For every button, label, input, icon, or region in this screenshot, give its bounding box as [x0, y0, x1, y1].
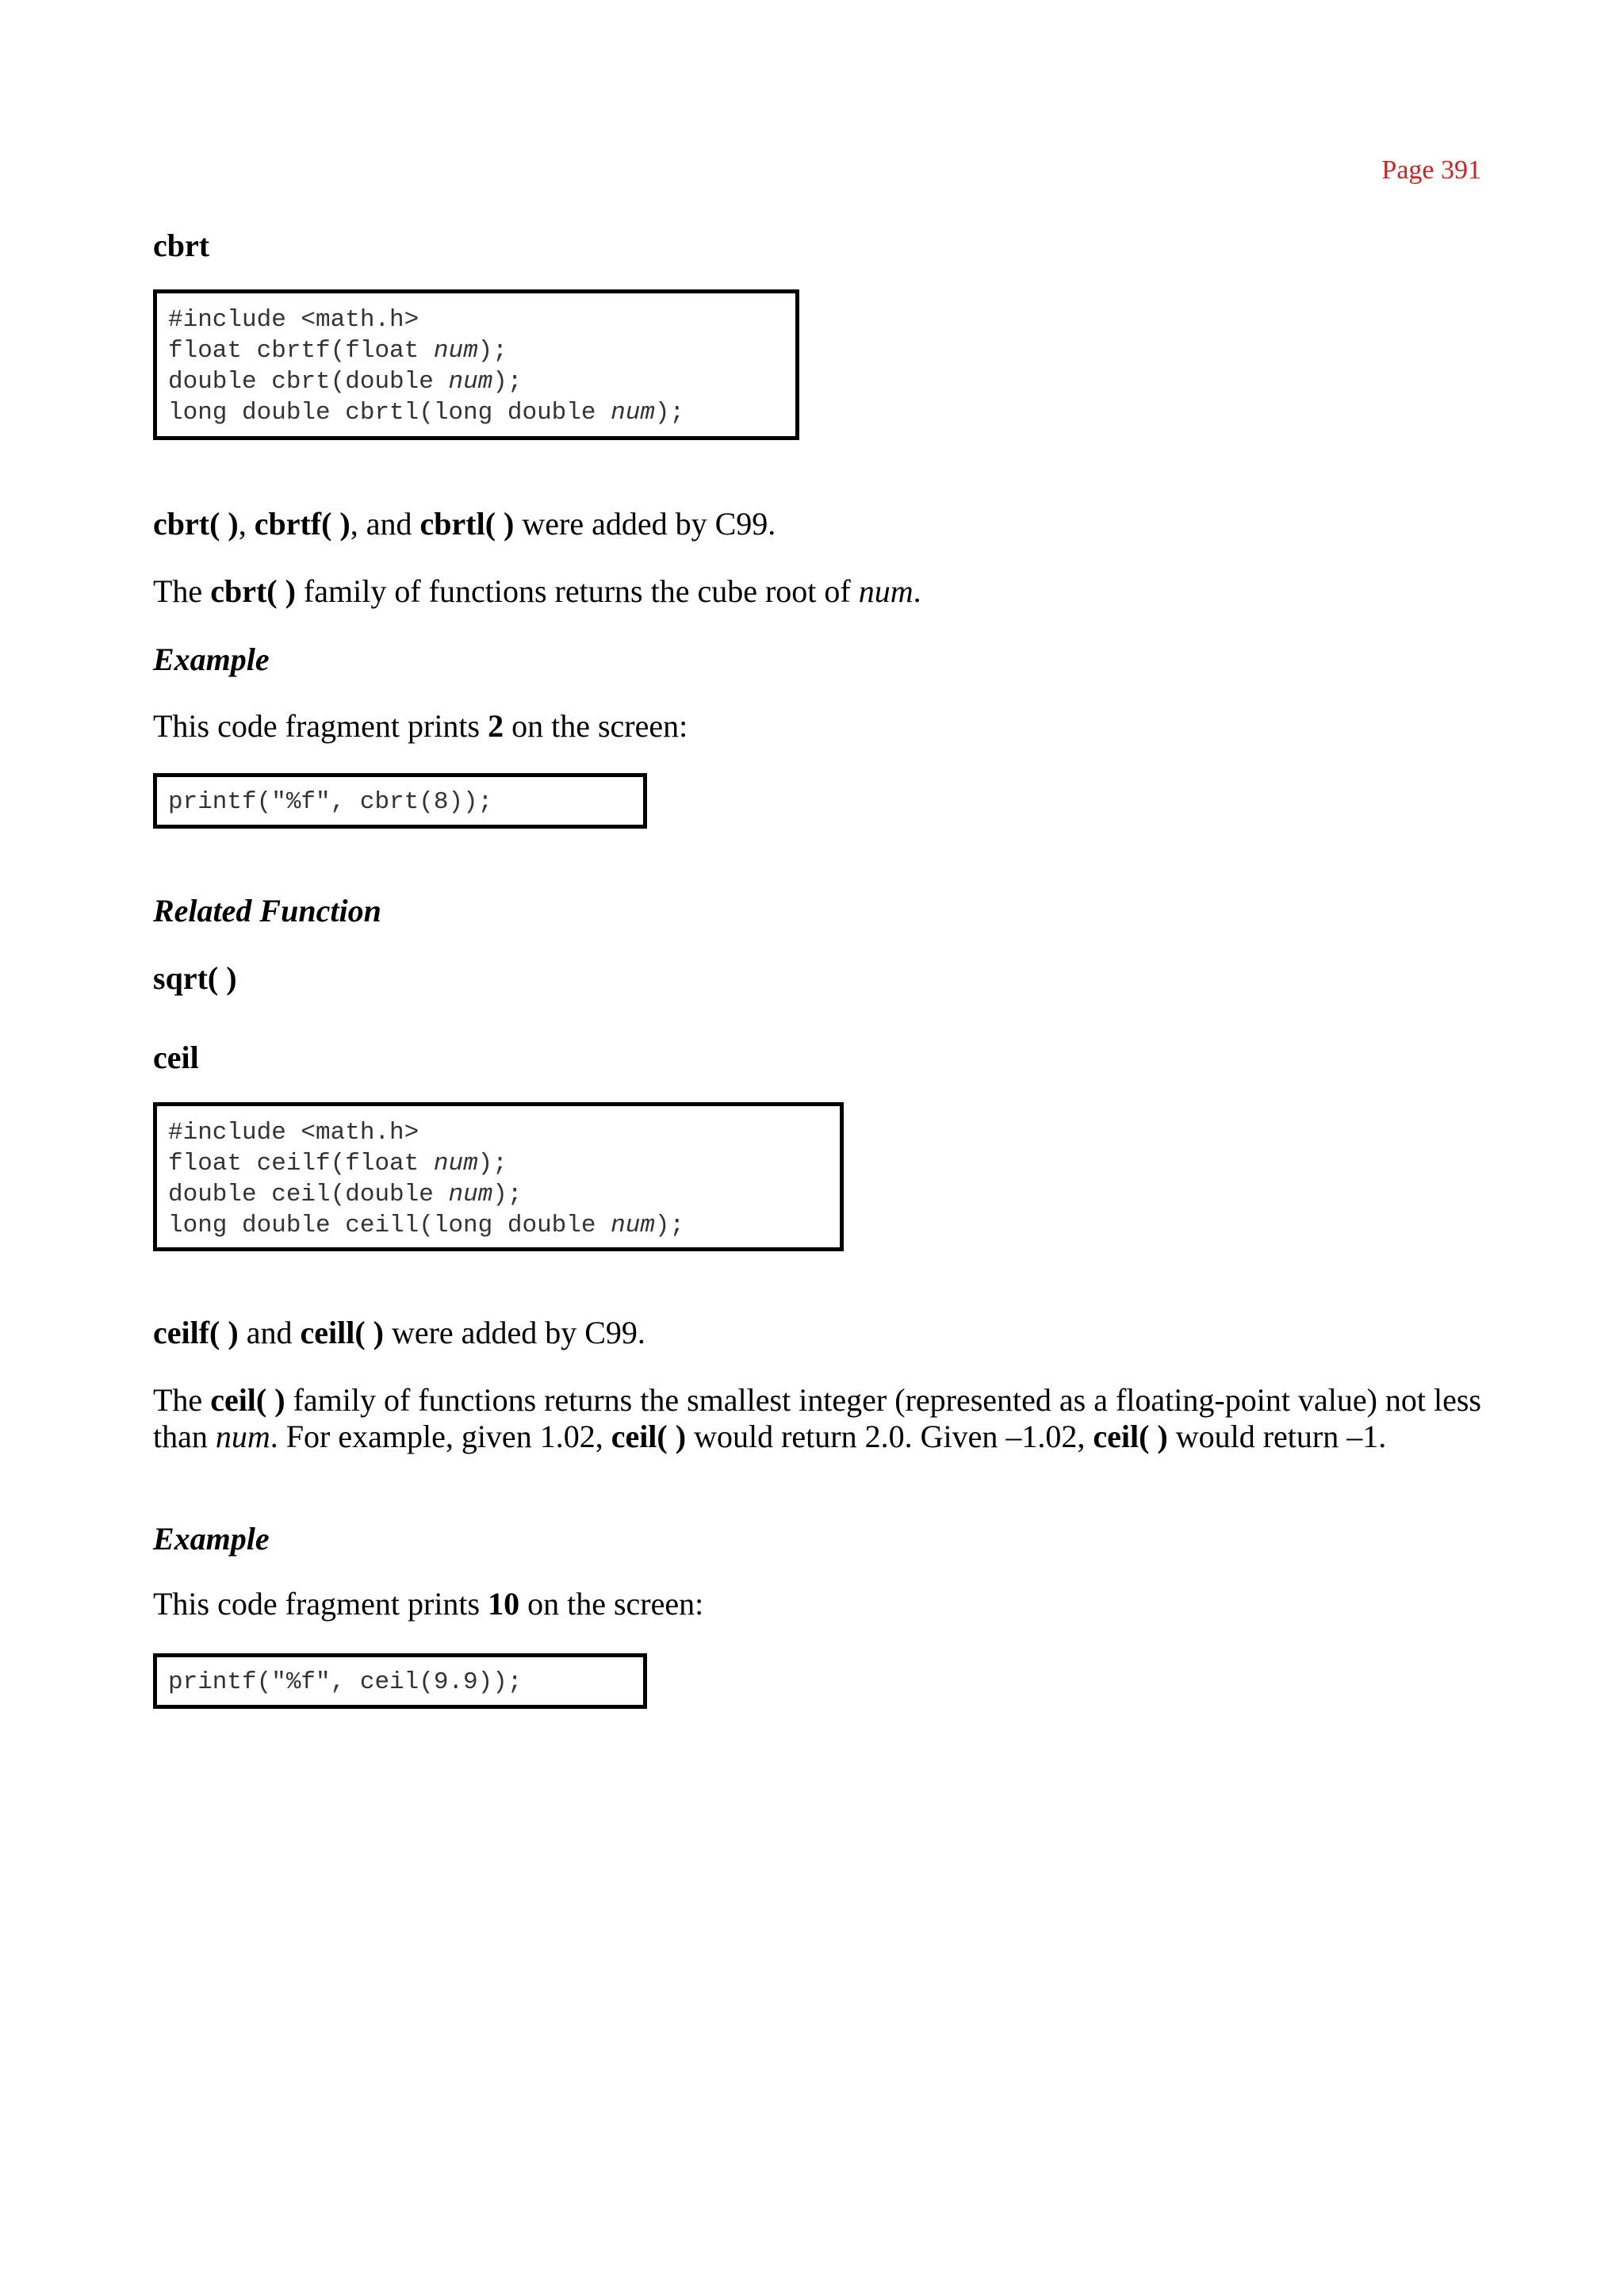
code-line: double cbrt(double num);: [168, 368, 523, 396]
cbrt-prototype-box: [153, 289, 799, 440]
code-line: long double ceill(long double num);: [168, 1212, 685, 1239]
code-line: #include <math.h>: [168, 306, 419, 334]
ceil-prototype-box: [153, 1102, 844, 1251]
cbrt-added-note: cbrt( ), cbrtf( ), and cbrtl( ) were added by C99.: [153, 506, 776, 542]
code-line: float ceilf(float num);: [168, 1150, 508, 1178]
ceil-example-code-box: [153, 1653, 647, 1709]
related-function-link[interactable]: sqrt( ): [153, 960, 237, 996]
cbrt-description: The cbrt( ) family of functions returns the cube root of num.: [153, 573, 921, 609]
code-line: printf("%f", cbrt(8));: [168, 788, 493, 816]
ceil-description: The ceil( ) family of functions returns the smallest integer (represented as a floating-point value) not less than num. For example, given 1.02, ceil( ) would return 2.0. Given –1.02, ceil( ) would return –1.: [153, 1382, 1481, 1454]
ceil-example-text: This code fragment prints 10 on the screen:: [153, 1586, 704, 1622]
ceil-heading: ceil: [153, 1040, 199, 1075]
code-line: float cbrtf(float num);: [168, 337, 508, 365]
cbrt-example-text: This code fragment prints 2 on the screen:: [153, 708, 688, 744]
ceil-example-heading: Example: [153, 1521, 270, 1557]
cbrt-heading: cbrt: [153, 228, 210, 263]
code-line: double ceil(double num);: [168, 1181, 523, 1208]
page-number: Page 391: [1381, 155, 1481, 185]
code-line: printf("%f", ceil(9.9));: [168, 1668, 523, 1696]
code-line: #include <math.h>: [168, 1119, 419, 1147]
cbrt-example-heading: Example: [153, 641, 270, 677]
related-function-heading: Related Function: [153, 893, 381, 929]
cbrt-example-code-box: [153, 773, 647, 829]
code-line: long double cbrtl(long double num);: [168, 399, 685, 427]
ceil-added-note: ceilf( ) and ceill( ) were added by C99.: [153, 1315, 645, 1350]
